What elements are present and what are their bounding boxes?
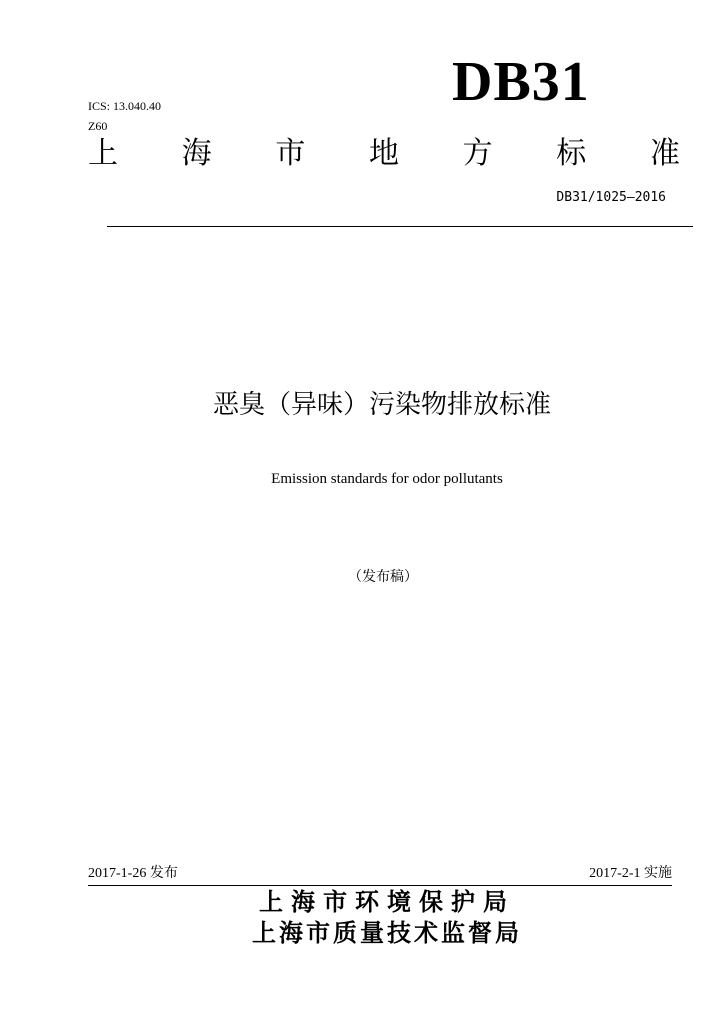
issuer-environmental-bureau: 上海市环境保护局 <box>259 888 515 916</box>
local-standard-heading <box>88 134 680 174</box>
local-standard-char: 地 <box>368 136 399 171</box>
document-title-chinese: 恶臭（异味）污染物排放标准 <box>212 390 551 420</box>
document-title-english: Emission standards for odor pollutants <box>271 471 503 487</box>
local-standard-char: 上 <box>88 136 118 171</box>
local-standard-char: 准 <box>649 136 680 171</box>
ccs-code: Z60 <box>88 119 108 133</box>
local-standard-char: 方 <box>462 136 493 171</box>
local-standard-char: 标 <box>556 136 587 171</box>
issuer-quality-bureau: 上海市质量技术监督局 <box>252 919 522 947</box>
standard-code: DB31 <box>452 51 590 113</box>
ics-code: ICS: 13.040.40 <box>88 99 162 113</box>
standard-number: DB31/1025—2016 <box>556 190 666 205</box>
footer-divider <box>88 885 672 886</box>
issue-date: 2017-1-26 发布 <box>88 866 178 881</box>
local-standard-char: 海 <box>181 136 212 171</box>
draft-status: （发布稿） <box>348 569 418 585</box>
header-divider <box>107 226 693 227</box>
implementation-date: 2017-2-1 实施 <box>589 866 672 881</box>
local-standard-char: 市 <box>275 136 306 171</box>
